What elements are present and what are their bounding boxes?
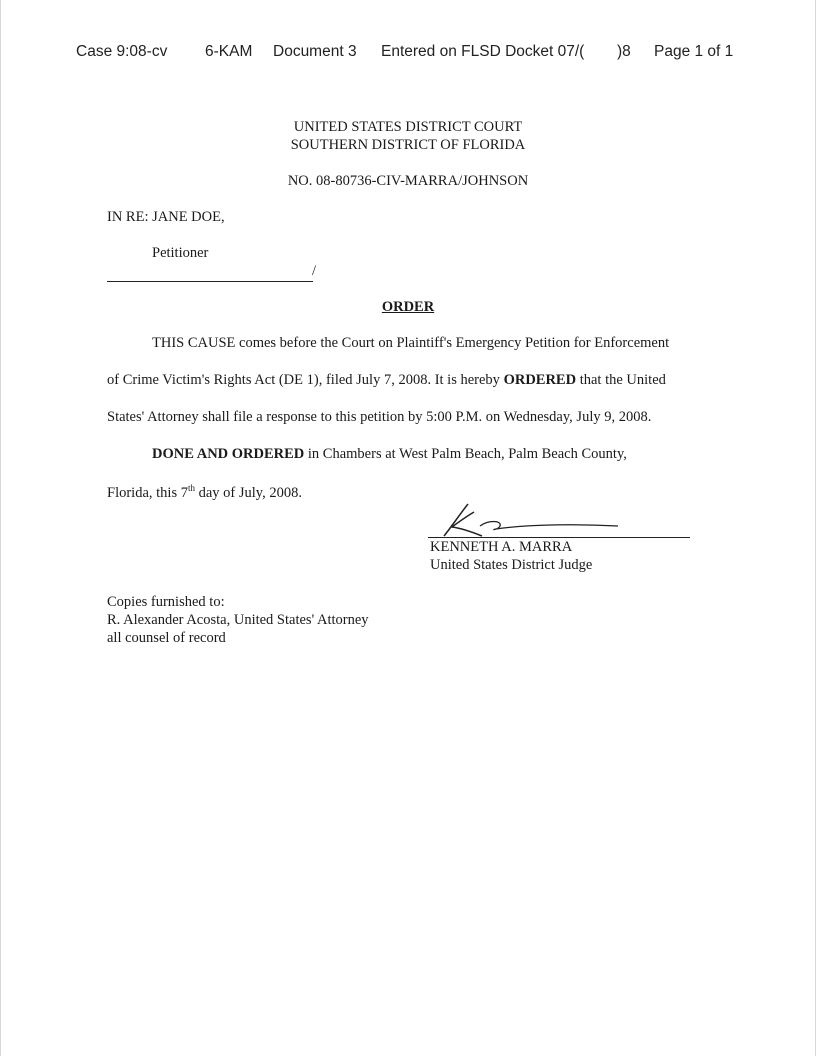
header-case-suffix: 6-KAM [205,43,253,60]
header-entered-tail: )8 [617,43,631,60]
copies-recipient: all counsel of record [107,630,226,646]
judge-name: KENNETH A. MARRA [430,539,573,555]
order-title: ORDER [381,299,435,315]
header-page-count: Page 1 of 1 [654,43,734,60]
ordinal-superscript: th [187,483,195,494]
court-district: SOUTHERN DISTRICT OF FLORIDA [290,137,526,153]
header-case-number: Case 9:08-cv [76,43,168,60]
ordered-emphasis: ORDERED [503,372,577,388]
order-paragraph-2-line-1 [152,446,627,463]
order-paragraph-1-line-2 [107,372,666,389]
signature-line [428,537,690,538]
order-paragraph-1-line-1: THIS CAUSE comes before the Court on Plaintiff's Emergency Petition for Enforcement [152,335,670,351]
header-document: Document 3 [273,43,357,60]
party-role: Petitioner [152,245,209,261]
order-text: that the United [576,372,666,388]
judge-signature [430,500,630,542]
case-number: NO. 08-80736-CIV-MARRA/JOHNSON [287,173,529,189]
judge-title: United States District Judge [430,557,593,573]
court-name: UNITED STATES DISTRICT COURT [293,119,523,135]
copies-recipient: R. Alexander Acosta, United States' Attorney [107,612,369,628]
left-page-edge [0,0,1,1056]
caption-slash: / [312,263,317,279]
header-entered-docket: Entered on FLSD Docket 07/( [381,43,585,60]
in-re-caption: IN RE: JANE DOE, [107,209,225,225]
order-paragraph-1-line-3: States' Attorney shall file a response to this petition by 5:00 P.M. on Wednesday, July 9, 2008. [107,409,652,425]
order-text: Florida, this 7 [107,485,188,501]
caption-rule [107,281,313,282]
done-and-ordered-emphasis: DONE AND ORDERED [152,446,305,462]
order-text: of Crime Victim's Rights Act (DE 1), filed July 7, 2008. It is hereby [107,372,504,388]
order-text: in Chambers at West Palm Beach, Palm Beach County, [304,446,627,462]
copies-heading: Copies furnished to: [107,594,225,610]
order-paragraph-2-line-2 [107,485,302,502]
order-text: day of July, 2008. [194,485,302,501]
